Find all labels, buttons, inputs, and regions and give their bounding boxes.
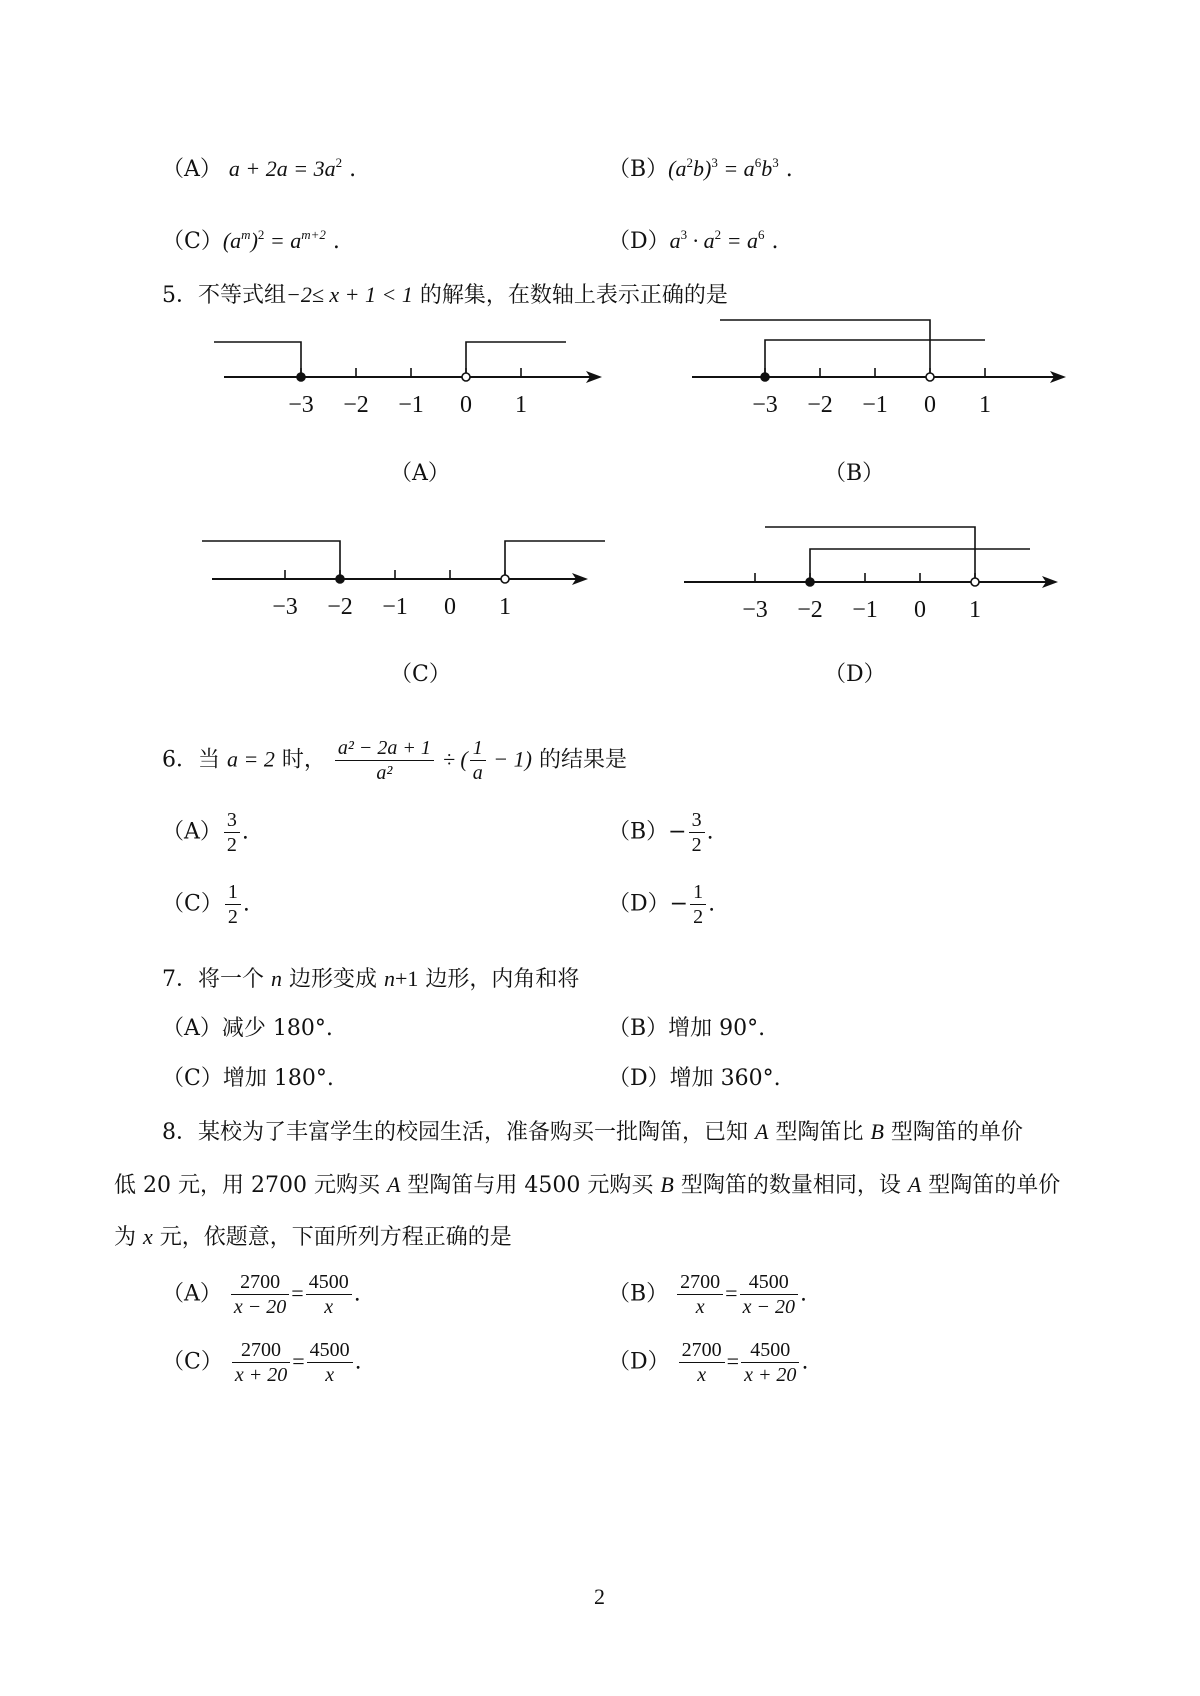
option-label: （B） [608,819,669,845]
q6-a-fraction [224,808,240,857]
q7-n2: n [384,966,395,991]
option-label: （C） [162,229,223,254]
denominator: x [325,1364,335,1386]
numerator: 4500 [307,1338,353,1363]
q4-b-e1: 2 [686,155,693,170]
q7-option-d: （D）增加 360°. [608,1066,781,1091]
solution-ray-right [466,342,566,377]
q6-stem [162,736,627,785]
q8-option-a: （A） $\frac{2700}{x - 20}$ = $\frac{4500}{x}$ . [162,1271,361,1318]
solution-ray-left [202,541,340,579]
q8-type-a: A [386,1172,401,1197]
q8-line-1 [162,1117,1023,1148]
denominator: 2 [693,906,704,928]
tick-label: −3 [742,597,768,623]
q4-a-exp: 2 [335,155,343,170]
numerator: 3 [224,808,240,833]
option-label: （A） [162,157,222,182]
q7-option-c: （C）增加 180°. [162,1066,334,1091]
filled-dot [297,373,305,381]
q8-type-b: B [870,1119,884,1144]
tick-label: 1 [499,594,511,620]
right-fraction [306,1270,352,1319]
numerator: 3 [689,808,705,833]
solution-ray-left [214,342,301,377]
q6-main-fraction [335,736,434,785]
q7-stem [162,964,579,995]
tick-label: −1 [398,392,424,418]
denominator: a [472,762,483,784]
open-dot [971,578,979,586]
numerator: 4500 [741,1338,799,1363]
q8-type-a: A [907,1172,922,1197]
denominator: x − 20 [742,1296,795,1318]
denominator: x + 20 [744,1364,797,1386]
minus-sign: − [668,819,687,845]
option-label: （A） [162,819,222,845]
q7-plus-one: +1 [395,966,419,991]
q8-text: 元，依题意，下面所列方程正确的是 [152,1225,512,1250]
q5-stem-pre: 5．不等式组 [162,283,286,308]
open-dot [926,373,934,381]
period: . [353,1281,361,1307]
q7-stem-pre: 7．将一个 [162,967,271,992]
option-label: （C） [162,1349,223,1375]
filled-dot [761,373,769,381]
q8-text: 型陶笛的数量相同，设 [673,1173,908,1198]
page-number: 2 [594,1584,605,1609]
denominator: a² [376,762,393,784]
q7-option-b: （B）增加 90°. [608,1016,766,1041]
q8-option-d: （D） $\frac{2700}{x}$ = $\frac{4500}{x + 20}$ . [608,1339,809,1386]
q4-c-e1: m [241,227,251,242]
period: . [332,229,340,254]
denominator: 2 [227,906,238,928]
option-label: （A） [162,1281,222,1307]
numerator: 1 [690,880,706,905]
tick-label: 0 [924,392,936,418]
q8-option-c: （C） $\frac{2700}{x + 20}$ = $\frac{4500}{x}$ . [162,1339,362,1386]
denominator: x [324,1296,334,1318]
period: . [799,1281,807,1307]
option-label: （B） [608,157,669,182]
numerator: 4500 [306,1270,352,1295]
q7-option-a: （A）减少 180°. [162,1016,333,1041]
numerator: 2700 [679,1338,725,1363]
solution-ray-from-right-dot [765,527,975,582]
q4-d-e2: 2 [714,227,722,242]
tick-label: −2 [343,392,369,418]
q5-figure-label-c: （C） [390,662,451,687]
q4-c-p1: (a [222,228,242,253]
q4-d-p1: a [669,228,681,253]
q6-c-fraction [225,880,241,929]
tick-label: −2 [797,597,823,623]
q4-b-e4: 3 [772,155,779,170]
option-label: （B） [608,1281,669,1307]
q4-d-p3: = a [721,228,758,253]
q4-b-e3: 6 [754,155,762,170]
tick-label: 1 [969,597,981,623]
q6-inner-fraction [470,736,486,785]
numerator: a² − 2a + 1 [335,736,434,761]
denominator: x + 20 [234,1364,288,1386]
option-label: （C） [162,891,223,917]
q5-inequality: −2≤ x + 1 < 1 [286,282,413,307]
q6-d-fraction [690,880,706,929]
tick-label: 1 [515,392,527,418]
period: . [708,891,716,917]
numerator: 2700 [232,1338,290,1363]
solution-ray-from-right-dot [720,320,930,377]
denominator: x [695,1296,705,1318]
left-fraction [679,1338,725,1387]
q5-stem-post: 的解集，在数轴上表示正确的是 [412,283,728,308]
q8-line-3 [114,1222,512,1253]
q5-figure-label-a: （A） [390,461,450,486]
tick-label: −3 [288,392,314,418]
denominator: 2 [226,834,237,856]
tick-label: −2 [807,392,833,418]
tick-label: −1 [382,594,408,620]
tick-label: −3 [752,392,778,418]
denominator: 2 [691,834,702,856]
left-fraction [232,1338,290,1387]
q8-text: 型陶笛的单价 [921,1173,1061,1198]
denominator: x [697,1364,707,1386]
filled-dot [806,578,814,586]
period: . [706,819,714,845]
q4-d-p2: · a [687,228,715,253]
tick-label: −1 [852,597,878,623]
q8-text: 型陶笛比 [768,1120,871,1145]
q6-option-d [608,880,715,929]
q8-text: 为 [114,1225,143,1250]
numerator: 2700 [231,1270,289,1295]
tick-label: 0 [914,597,926,623]
tick-label: −3 [272,594,298,620]
q7-n: n [271,966,282,991]
period: . [801,1349,809,1375]
q4-b-p3: = a [717,156,755,181]
q4-b-p4: b [761,156,773,181]
right-fraction [307,1338,353,1387]
q6-option-c [162,880,250,929]
tick-label: −1 [862,392,888,418]
q8-text: 型陶笛与用 4500 元购买 [400,1173,661,1198]
minus-sign: − [669,891,689,917]
q4-c-p3: = a [264,228,302,253]
q8-variable-x: x [143,1224,153,1249]
q6-option-a [162,808,249,857]
numerator: 1 [470,736,486,761]
q5-figure-label-b: （B） [824,461,885,486]
q4-c-e3: m+2 [301,227,326,242]
q4-c-p2: ) [250,228,258,253]
filled-dot [336,575,344,583]
denominator: x − 20 [233,1296,287,1318]
q6-stem-mid: 时， [274,747,326,773]
period: . [241,819,249,845]
q8-text: 8．某校为了丰富学生的校园生活，准备购买一批陶笛，已知 [162,1120,755,1145]
period: . [771,229,779,254]
left-fraction [231,1270,289,1319]
q5-figure-label-d: （D） [824,662,886,687]
q7-stem-mid: 边形变成 [282,967,384,992]
open-dot [462,373,470,381]
q8-text: 型陶笛的单价 [883,1120,1023,1145]
q4-a-expr: a + 2a = 3a [228,156,336,181]
option-label: （D） [608,229,670,254]
q8-line-2 [114,1170,1060,1201]
numerator: 4500 [740,1270,798,1295]
q8-type-a: A [755,1119,769,1144]
period: . [785,157,793,182]
tick-label: 0 [444,594,456,620]
q6-condition: a = 2 [227,746,275,772]
q7-stem-post: 边形，内角和将 [418,967,580,992]
q6-inner-tail: − 1) [487,746,532,772]
q6-divide: ÷ ( [442,746,468,772]
q4-c-e2: 2 [257,227,265,242]
period: . [349,157,357,182]
left-fraction [677,1270,723,1319]
period: . [242,891,250,917]
q8-text: 低 20 元，用 2700 元购买 [114,1173,387,1198]
tick-label: 0 [460,392,472,418]
q8-option-b: （B） $\frac{2700}{x}$ = $\frac{4500}{x - 20}$ . [608,1271,807,1318]
q6-b-fraction [689,808,705,857]
q4-b-e2: 3 [711,155,718,170]
q6-option-b [608,808,714,857]
q6-stem-pre: 6．当 [162,747,227,773]
period: . [354,1349,362,1375]
numerator: 1 [225,880,241,905]
option-label: （D） [608,891,670,917]
tick-label: 1 [979,392,991,418]
q8-type-b: B [660,1172,674,1197]
q4-b-p2: b) [693,156,712,181]
right-fraction [741,1338,799,1387]
q5-number-line-figures [0,0,1200,720]
option-label: （D） [608,1349,670,1375]
q6-stem-post: 的结果是 [538,747,627,773]
q4-b-p1: (a [668,156,687,181]
q4-d-e3: 6 [758,227,765,242]
numerator: 2700 [677,1270,723,1295]
open-dot [501,575,509,583]
tick-label: −2 [327,594,353,620]
q4-d-e1: 3 [680,227,688,242]
right-fraction [740,1270,798,1319]
solution-ray-right [505,541,605,579]
